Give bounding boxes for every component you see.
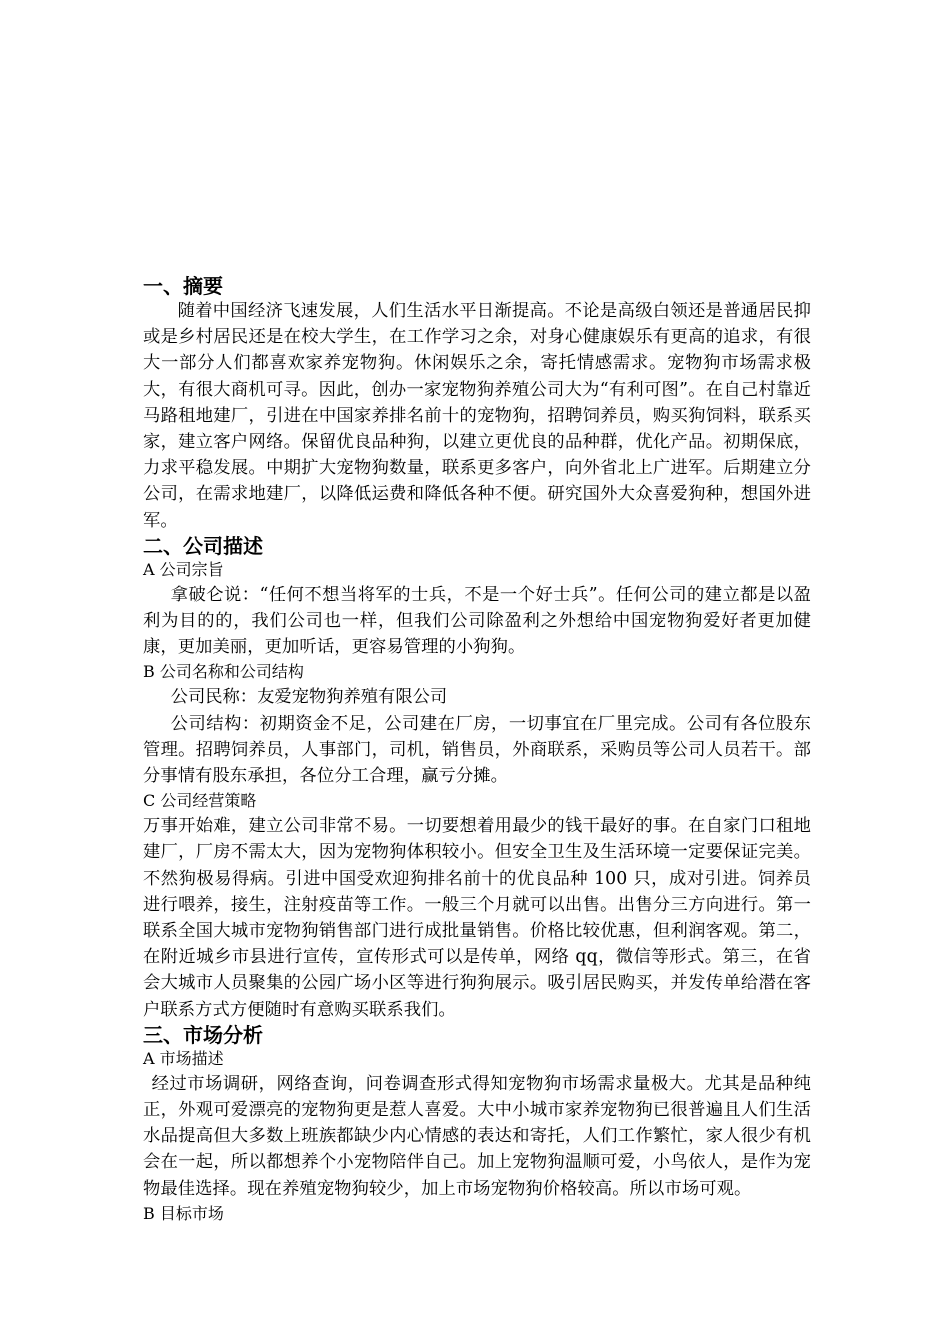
subheading-target-market: B 目标市场 <box>143 1203 224 1223</box>
market-description-paragraph: 经过市场调研，网络查询，问卷调查形式得知宠物狗市场需求量极大。尤其是品种纯正，外观可爱漂亮的宠物狗更是惹人喜爱。大中小城市家养宠物狗已很普遍且人们生活水品提高但大多数上班族都缺少内心情感的表达和寄托，人们工作繁忙，家人很少有机会在一起，所以都想养个小宠物陪伴自己。加上宠物狗温顺可爱，小鸟依人，是作为宠物最佳选择。现在养殖宠物狗较少，加上市场宠物狗价格较高。所以市场可观。 <box>143 1073 811 1199</box>
company-name-line: 公司民称：友爱宠物狗养殖有限公司 <box>170 687 448 708</box>
subheading-market-description: A 市场描述 <box>143 1048 224 1068</box>
section-heading-market-analysis: 三、市场分析 <box>143 1022 263 1047</box>
company-mission-paragraph: 拿破仑说：“任何不想当将军的士兵，不是一个好士兵”。任何公司的建立都是以盈利为目的的，我们公司也一样，但我们公司除盈利之外想给中国宠物狗爱好者更加健康，更加美丽，更加听话，更容易管理的小狗狗。 <box>143 584 811 658</box>
document-page <box>143 274 811 1226</box>
subheading-company-mission: A 公司宗旨 <box>143 559 224 579</box>
section-heading-company-description: 二、公司描述 <box>143 533 263 558</box>
abstract-paragraph: 随着中国经济飞速发展，人们生活水平日渐提高。不论是高级白领还是普通居民抑或是乡村居民还是在校大学生，在工作学习之余，对身心健康娱乐有更高的追求，有很大一部分人们都喜欢家养宠物狗。休闲娱乐之余，寄托情感需求。宠物狗市场需求极大，有很大商机可寻。因此，创办一家宠物狗养殖公司大为“有利可图”。在自己村靠近马路租地建厂，引进在中国家养排名前十的宠物狗，招聘饲养员，购买狗饲料，联系买家，建立客户网络。保留优良品种狗，以建立更优良的品种群，优化产品。初期保底，力求平稳发展。中期扩大宠物狗数量，联系更多客户，向外省北上广进军。后期建立分公司，在需求地建厂，以降低运费和降低各种不便。研究国外大众喜爱狗种，想国外进军。 <box>143 301 811 531</box>
subheading-business-strategy: C 公司经营策略 <box>143 791 257 811</box>
company-structure-paragraph: 公司结构：初期资金不足，公司建在厂房，一切事宜在厂里完成。公司有各位股东管理。招聘饲养员，人事部门，司机，销售员，外商联系，采购员等公司人员若干。部分事情有股东承担，各位分工合理，赢亏分摊。 <box>143 713 811 787</box>
subheading-company-name-structure: B 公司名称和公司结构 <box>143 662 304 682</box>
business-strategy-paragraph: 万事开始难，建立公司非常不易。一切要想着用最少的钱干最好的事。在自家门口租地建厂，厂房不需太大，因为宠物狗体积较小。但安全卫生及生活环境一定要保证完美。不然狗极易得病。引进中国受欢迎狗排名前十的优良品种 100 只，成对引进。饲养员进行喂养，接生，注射疫苗等工作。一般三个月就可以出售。出售分三方向进行。第一联系全国大城市宠物狗销售部门进行成批量销售。价格比较优惠，但利润客观。第二，在附近城乡市县进行宣传，宣传形式可以是传单，网络 qq，微信等形式。第三，在省会大城市人员聚集的公园广场小区等进行狗狗展示。吸引居民购买，并发传单给潜在客户联系方式方便随时有意购买联系我们。 <box>143 816 811 1020</box>
section-heading-abstract: 一、摘要 <box>143 274 223 298</box>
